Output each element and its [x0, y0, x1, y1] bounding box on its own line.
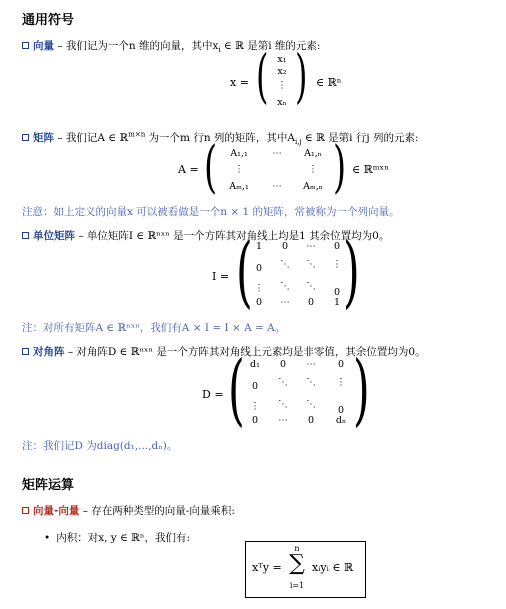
identity-cell: 0	[307, 297, 315, 308]
matrix-text-3: ∈ ℝ 是第i 行j 列的元素:	[301, 132, 419, 144]
vector-lhs: x =	[230, 76, 249, 89]
identity-lhs: I =	[212, 270, 230, 283]
vector-term: 向量	[33, 40, 54, 52]
matrix-cell: ⋯	[272, 148, 282, 159]
matrix-text-sub: i,j	[295, 138, 302, 147]
diagonal-cell: 0	[279, 359, 287, 370]
identity-note: 注：对所有矩阵A ∈ ℝⁿˣⁿ，我们有A × I = I × A = A。	[22, 322, 286, 334]
right-paren: )	[333, 135, 347, 200]
matrix-cell: ⋯	[272, 181, 282, 192]
identity-cell: ⋱	[280, 281, 290, 292]
diagonal-term: 对角阵	[33, 346, 65, 358]
vector-rhs: ∈ ℝⁿ	[316, 76, 342, 89]
identity-cell: ⋮	[254, 283, 264, 294]
vector-text: – 我们记为一个n 维的向量，其中x	[54, 40, 219, 52]
inner-product-label: 内积：对x, y ∈ ℝⁿ，我们有:	[56, 532, 190, 544]
vector-vector-text: – 存在两种类型的向量-向量乘积:	[79, 505, 235, 517]
identity-term: 单位矩阵	[33, 230, 75, 242]
diagonal-cell: dₙ	[335, 415, 347, 426]
vector-definition	[22, 38, 320, 54]
identity-cell: ⋯	[280, 297, 290, 308]
inner-product-item	[44, 530, 190, 545]
left-paren: (	[228, 345, 245, 435]
diagonal-note: 注：我们记D 为diag(d₁,...,dₙ)。	[22, 440, 178, 452]
vector-entry: x₁	[277, 54, 287, 65]
section-title-notation: 通用符号	[22, 13, 75, 28]
sum-symbol-icon: ∑	[289, 551, 305, 576]
identity-cell: 0	[281, 241, 289, 252]
inner-product-lhs: xᵀy =	[252, 561, 282, 574]
identity-cell: ⋱	[280, 259, 290, 270]
vector-vector-term: 向量-向量	[33, 505, 80, 517]
checkbox-bullet-icon	[22, 348, 29, 355]
matrix-cell: A₁,₁	[230, 148, 248, 159]
identity-cell: 0	[333, 241, 341, 252]
bullet-dot-icon: •	[44, 532, 51, 544]
diagonal-cell: ⋯	[306, 359, 316, 370]
right-paren: )	[295, 42, 308, 110]
vector-vector-definition	[22, 503, 235, 518]
matrix-cell: A₁,ₙ	[304, 148, 322, 159]
sum-upper-limit: n	[294, 544, 300, 553]
diagonal-lhs: D =	[202, 388, 224, 401]
identity-cell: 1	[333, 297, 341, 308]
identity-cell: ⋱	[306, 259, 316, 270]
matrix-cell: ⋮	[308, 164, 318, 175]
matrix-cell: Aₘ,ₙ	[303, 181, 323, 192]
identity-cell: 0	[333, 287, 341, 298]
matrix-text-sup: m×n	[128, 130, 146, 139]
diagonal-cell: ⋮	[336, 377, 346, 388]
diagonal-cell: 0	[337, 359, 345, 370]
diagonal-cell: 0	[307, 415, 315, 426]
matrix-note: 注意：如上定义的向量x 可以被看做是一个n × 1 的矩阵，常被称为一个列向量。	[22, 206, 400, 218]
matrix-rhs: ∈ ℝᵐˣⁿ	[352, 163, 389, 176]
diagonal-cell: ⋱	[306, 399, 316, 410]
vector-text-sub: i	[218, 46, 221, 55]
diagonal-cell: 0	[251, 415, 259, 426]
identity-cell: 0	[255, 263, 263, 274]
diagonal-cell: ⋱	[278, 399, 288, 410]
checkbox-bullet-icon	[22, 134, 29, 141]
matrix-text-2: 为一个m 行n 列的矩阵，其中A	[145, 132, 296, 144]
diagonal-cell: ⋯	[278, 415, 288, 426]
diagonal-cell: ⋱	[278, 377, 288, 388]
left-paren: (	[204, 135, 218, 200]
identity-cell: 0	[255, 297, 263, 308]
left-paren: (	[256, 42, 269, 110]
section-title-matrix-operations: 矩阵运算	[22, 478, 75, 493]
identity-cell: ⋱	[306, 281, 316, 292]
matrix-lhs: A =	[178, 163, 199, 176]
vector-text-2: ∈ ℝ 是第i 维的元素:	[220, 40, 321, 52]
right-paren: )	[343, 227, 360, 317]
matrix-cell: ⋮	[234, 164, 244, 175]
vector-entry: x₂	[277, 66, 287, 77]
checkbox-bullet-icon	[22, 507, 29, 514]
matrix-definition	[22, 130, 419, 146]
inner-product-rhs: xᵢyᵢ ∈ ℝ	[312, 561, 354, 574]
diagonal-cell: ⋱	[306, 377, 316, 388]
checkbox-bullet-icon	[22, 232, 29, 239]
right-paren: )	[353, 345, 370, 435]
vector-entry: xₙ	[277, 97, 287, 108]
left-paren: (	[236, 227, 253, 317]
diagonal-cell: d₁	[250, 359, 260, 370]
matrix-term: 矩阵	[33, 132, 54, 144]
diagonal-text: – 对角阵D ∈ ℝⁿˣⁿ 是一个方阵其对角线上元素均是非零值，其余位置均为0。	[64, 346, 426, 358]
identity-cell: 1	[255, 241, 263, 252]
diagonal-cell: ⋮	[250, 401, 260, 412]
diagonal-cell: 0	[337, 405, 345, 416]
identity-cell: ⋯	[306, 241, 316, 252]
vector-entry: ⋮	[277, 80, 287, 91]
identity-text: – 单位矩阵I ∈ ℝⁿˣⁿ 是一个方阵其对角线上均是1 其余位置均为0。	[75, 230, 390, 242]
sum-lower-limit: i=1	[289, 581, 305, 590]
diagonal-cell: 0	[251, 381, 259, 392]
matrix-cell: Aₘ,₁	[229, 181, 249, 192]
identity-cell: ⋮	[332, 259, 342, 270]
checkbox-bullet-icon	[22, 42, 29, 49]
matrix-text: – 我们记A ∈ ℝ	[54, 132, 129, 144]
